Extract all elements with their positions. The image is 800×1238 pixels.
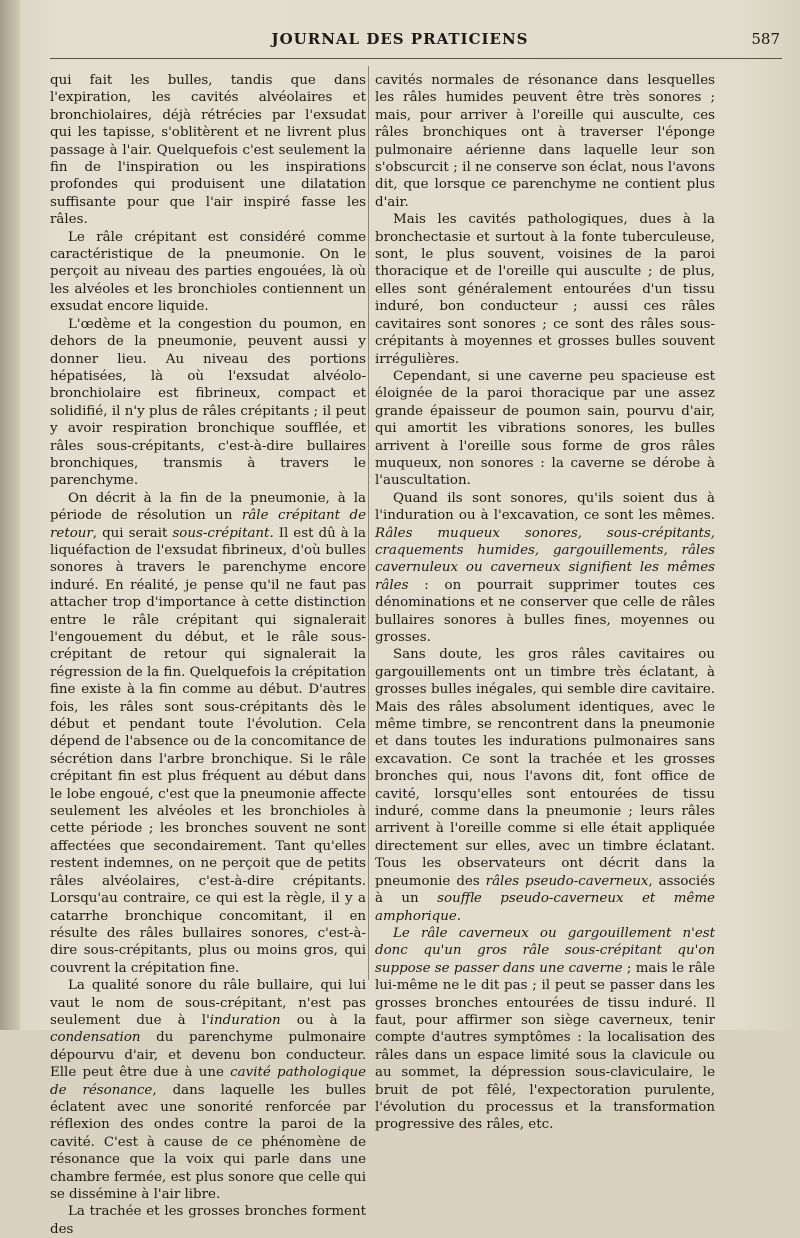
paragraph (375, 490, 715, 647)
running-title: JOURNAL DES PRATICIENS (271, 30, 529, 48)
text-run: Il est dû à la liquéfaction de l'exsudat fibrineux, d'où bulles sonores à travers le parenchyme encore induré. En réalité, je pense qu'il ne faut pas attacher trop d'importance à cette distinction entre le râle crépitant qui signalerait l'engouement du début, et le râle sous-crépitant de retour qui signalerait la régression de la fin. Quelquefois la crépitation fine existe à la fin comme au début. D'autres fois, les râles sont sous-crépitants dès le début et pendant toute l'évolution. Cela dépend de l'absence ou de la concomitance de sécrétion dans l'arbre bronchique. Si le râle crépitant fin est plus fréquent au début dans le lobe engoué, c'est que la pneumonie affecte seulement les alvéoles et les bronchioles à cette période ; les bronches souvent ne sont affectées que secondairement. Tant qu'elles restent indemnes, on ne perçoit que de petits râles alvéolaires, c'est-à-dire crépitants. Lorsqu'au contraire, ce qui est la règle, il y a catarrhe bronchique concomitant, il en résulte des râles bullaires sonores, c'est-à-dire sous-crépitants, plus ou moins gros, qui couvrent la crépitation fine. (50, 525, 366, 976)
text-run: ; mais le râle lui-même ne le dit pas ; il peut se passer dans les grosses bronches entourées de tissu induré. Il faut, pour affirmer son siège caverneux, tenir compte d'autres symptômes : la localisation des râles dans un espace limité sous la clavicule ou au sommet, la dépression sous-claviculaire, le bruit de pot fêlé, l'expectoration purulente, l'évolution du processus et la transformation progressive des râles, etc. (375, 960, 715, 1133)
paragraph: Cependant, si une caverne peu spacieuse est éloignée de la paroi thoracique par une assez grande épaisseur de poumon sain, pourvu d'air, qui amortit les vibrations sonores, les bulles arrivent à l'oreille sous forme de gros râles muqueux, non sonores : la caverne se dérobe à l'auscultation. (375, 368, 715, 489)
text-run: Sans doute, les gros râles cavitaires ou gargouillements ont un timbre très éclatant, à grosses bulles inégales, qui semble dire cavitaire. Mais des râles absolument identiques, avec le même timbre, se rencontrent dans la pneumonie et dans toutes les indurations pulmonaires sans excavation. Ce sont la trachée et les grosses bronches qui, nous l'avons dit, font office de cavité, lorsqu'elles sont entourées de tissu induré, comme dans la pneumonie ; leurs râles arrivent à l'oreille comme si elle était appliquée directement sur elles, avec un timbre éclatant. Tous les observateurs ont décrit dans la pneumonie des (375, 647, 715, 889)
italic-run: râle crépitant de retour (50, 508, 366, 541)
italic-run: Le râle caverneux ou gargouillement n'est donc qu'un gros râle sous-crépitant qu'on suppose se passer dans une caverne (375, 925, 715, 976)
paragraph: Le râle crépitant est considéré comme caractéristique de la pneumonie. On le perçoit au niveau des parties engouées, là où les alvéoles et les bronchioles contiennent un exsudat encore liquide. (50, 229, 366, 315)
text-run: , dans laquelle les bulles éclatent avec une sonorité renforcée par réflexion des ondes contre la paroi de la cavité. C'est à cause de ce phénomène de résonance que la voix qui parle dans une chambre fermée, est plus sonore que celle qui se dissémine à l'air libre. (50, 1082, 366, 1202)
paragraph (50, 977, 366, 1203)
italic-run: Râles muqueux sonores, sous-crépitants, craquements humides, gargouillements, râles cavernuleux ou caverneux signifient les mêmes râles (375, 525, 715, 593)
italic-run: sous-crépitant. (172, 525, 274, 541)
italic-run: souffle pseudo-caverneux et même amphorique (375, 891, 715, 924)
page-number: 587 (751, 30, 780, 48)
italic-run: cavité pathologique de résonance (50, 1065, 366, 1098)
paragraph: L'œdème et la congestion du poumon, en dehors de la pneumonie, peuvent aussi y donner lieu. Au niveau des portions hépatisées, là où l'exsudat alvéolo-bronchiolaire est fibrineux, compact et solidifié, il n'y plus de râles crépitants ; il peut y avoir respiration bronchique soufflée, et râles sous-crépitants, c'est-à-dire bullaires bronchiques, transmis à travers le parenchyme. (50, 316, 366, 489)
header-rule (50, 58, 782, 59)
paragraph: La trachée et les grosses bronches forment des (50, 1204, 366, 1237)
paragraph (375, 646, 715, 925)
book-spine-shadow (0, 0, 20, 1030)
italic-run: râles pseudo-caverneux (485, 873, 649, 889)
text-run: , qui serait (92, 525, 173, 541)
text-run: La qualité sonore du râle bullaire, qui lui vaut le nom de sous-crépitant, n'est pas seulement due à l' (50, 978, 366, 1028)
paragraph: qui fait les bulles, tandis que dans l'expiration, les cavités alvéolaires et bronchiolaires, déjà rétrécies par l'exsudat qui les tapisse, s'oblitèrent et ne livrent plus passage à l'air. Quelquefois c'est seulement la fin de l'inspiration ou les inspirations profondes qui produisent une dilatation suffisante pour que l'air inspiré fasse les râles. (50, 73, 366, 228)
text-run: . (456, 908, 462, 924)
text-run: , associés à un (375, 873, 715, 907)
paragraph: cavités normales de résonance dans lesquelles les râles humides peuvent être très sonores ; mais, pour arriver à l'oreille qui ausculte, ces râles bronchiques ont à traverser l'éponge pulmonaire aérienne dans laquelle leur son s'obscurcit ; il ne conserve son éclat, nous l'avons dit, que lorsque ce parenchyme ne contient plus d'air. (375, 73, 715, 210)
left-column (50, 72, 366, 1238)
paragraph (375, 925, 715, 1134)
text-run: Quand ils sont sonores, qu'ils soient dus à l'induration ou à l'excavation, ce sont les mêmes. (375, 490, 715, 524)
text-run: : on pourrait supprimer toutes ces dénominations et ne conserver que celle de râles bullaires sonores à bulles fines, moyennes ou grosses. (375, 577, 715, 645)
italic-run: induration (209, 1012, 281, 1028)
paragraph: Mais les cavités pathologiques, dues à la bronchectasie et surtout à la fonte tuberculeuse, sont, le plus souvent, voisines de la paroi thoracique et de l'oreille qui ausculte ; de plus, elles sont généralement entourées d'un tissu induré, bon conducteur ; aussi ces râles cavitaires sont sonores ; ce sont des râles sous-crépitants à moyennes et grosses bulles souvent irrégulières. (375, 212, 715, 367)
text-run: du parenchyme pulmonaire dépourvu d'air, et devenu bon conducteur. Elle peut être due à une (50, 1030, 366, 1081)
paragraph (50, 490, 366, 977)
text-run: ou à la (280, 1012, 366, 1028)
italic-run: condensation (50, 1030, 141, 1046)
right-column (375, 72, 715, 1134)
column-divider (368, 66, 369, 980)
page-header (0, 30, 800, 54)
text-run: On décrit à la fin de la pneumonie, à la période de résolution un (50, 490, 366, 524)
